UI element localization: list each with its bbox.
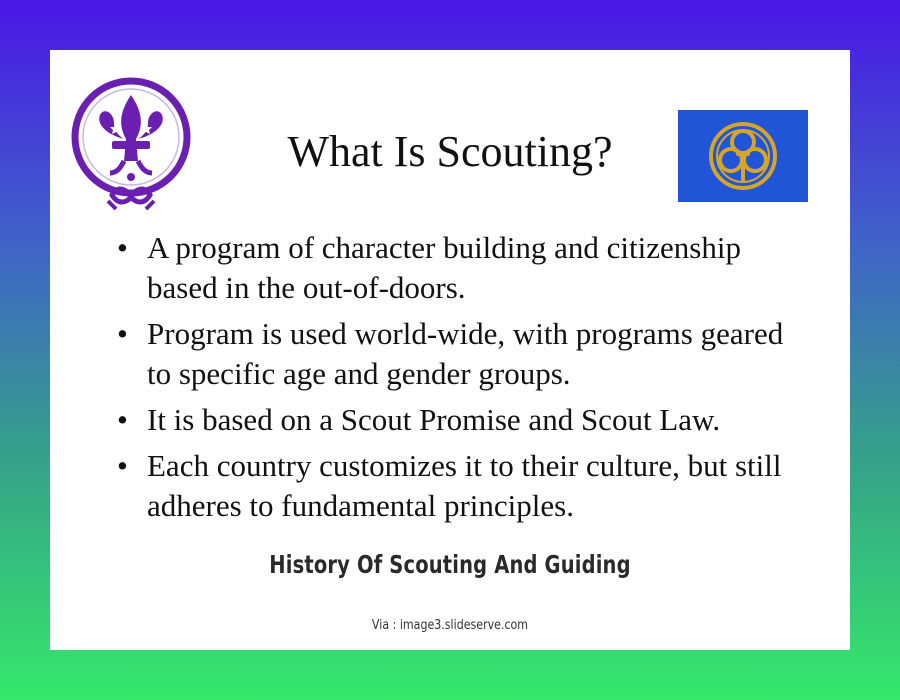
world-scout-emblem-icon [68, 77, 194, 217]
content-card [50, 50, 850, 650]
slide-image [50, 50, 850, 540]
bullet-text: Program is used world-wide, with programs geared to specific age and gender groups. [147, 316, 784, 391]
bullet-item [115, 228, 815, 308]
bullet-dot: • [117, 402, 128, 437]
bullet-item [115, 314, 815, 394]
source-credit: Via : image3.slideserve.com [371, 618, 529, 633]
bullet-list [115, 228, 815, 532]
bullet-dot: • [117, 448, 128, 483]
bullet-item [115, 400, 815, 440]
bullet-dot: • [117, 230, 128, 265]
wagggs-trefoil-flag-icon [678, 110, 808, 202]
image-caption: History Of Scouting And Guiding [269, 550, 631, 579]
bullet-text: Each country customizes it to their culture, but still adheres to fundamental principles. [147, 448, 782, 523]
bullet-text: A program of character building and citizenship based in the out-of-doors. [147, 230, 741, 305]
bullet-dot: • [117, 316, 128, 351]
bullet-text: It is based on a Scout Promise and Scout Law. [147, 402, 721, 437]
slide-title: What Is Scouting? [287, 127, 613, 176]
bullet-item [115, 446, 815, 526]
